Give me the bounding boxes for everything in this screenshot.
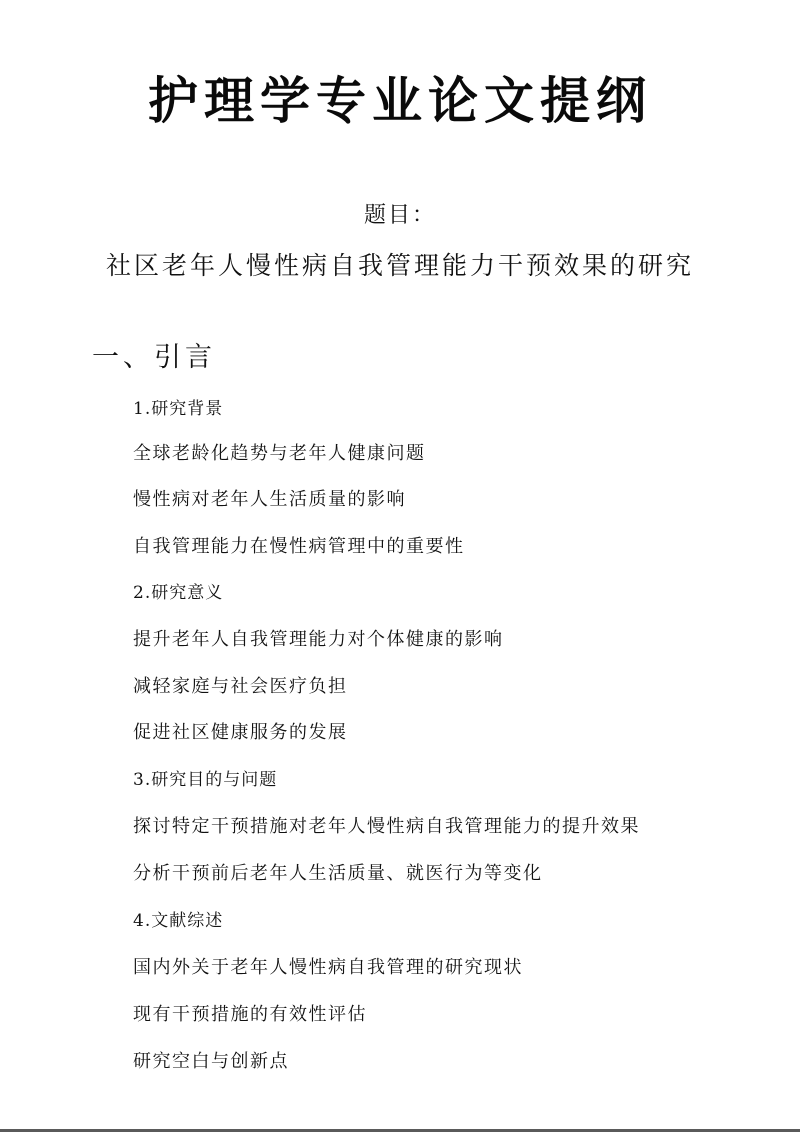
- outline-item: 全球老龄化趋势与老年人健康问题: [133, 443, 426, 464]
- outline-item: 减轻家庭与社会医疗负担: [133, 676, 348, 697]
- outline-item: 国内外关于老年人慢性病自我管理的研究现状: [133, 957, 523, 978]
- subsection-title-objectives: 3.研究目的与问题: [133, 770, 278, 790]
- outline-item: 自我管理能力在慢性病管理中的重要性: [133, 536, 465, 557]
- outline-item: 促进社区健康服务的发展: [133, 722, 348, 743]
- outline-item: 提升老年人自我管理能力对个体健康的影响: [133, 629, 504, 650]
- outline-item: 研究空白与创新点: [133, 1051, 289, 1072]
- topic-label: 题目：: [363, 203, 436, 228]
- topic-title: 社区老年人慢性病自我管理能力干预效果的研究: [105, 251, 694, 280]
- subsection-title-background: 1.研究背景: [133, 399, 224, 419]
- subsection-title-significance: 2.研究意义: [133, 583, 224, 603]
- section-heading-introduction: 一、引言: [92, 342, 216, 373]
- outline-item: 慢性病对老年人生活质量的影响: [133, 489, 406, 510]
- outline-item: 现有干预措施的有效性评估: [133, 1004, 367, 1025]
- outline-item: 探讨特定干预措施对老年人慢性病自我管理能力的提升效果: [133, 816, 640, 837]
- document-title: 护理学专业论文提纲: [148, 71, 652, 130]
- subsection-title-literature-review: 4.文献综述: [133, 911, 224, 931]
- outline-item: 分析干预前后老年人生活质量、就医行为等变化: [133, 863, 543, 884]
